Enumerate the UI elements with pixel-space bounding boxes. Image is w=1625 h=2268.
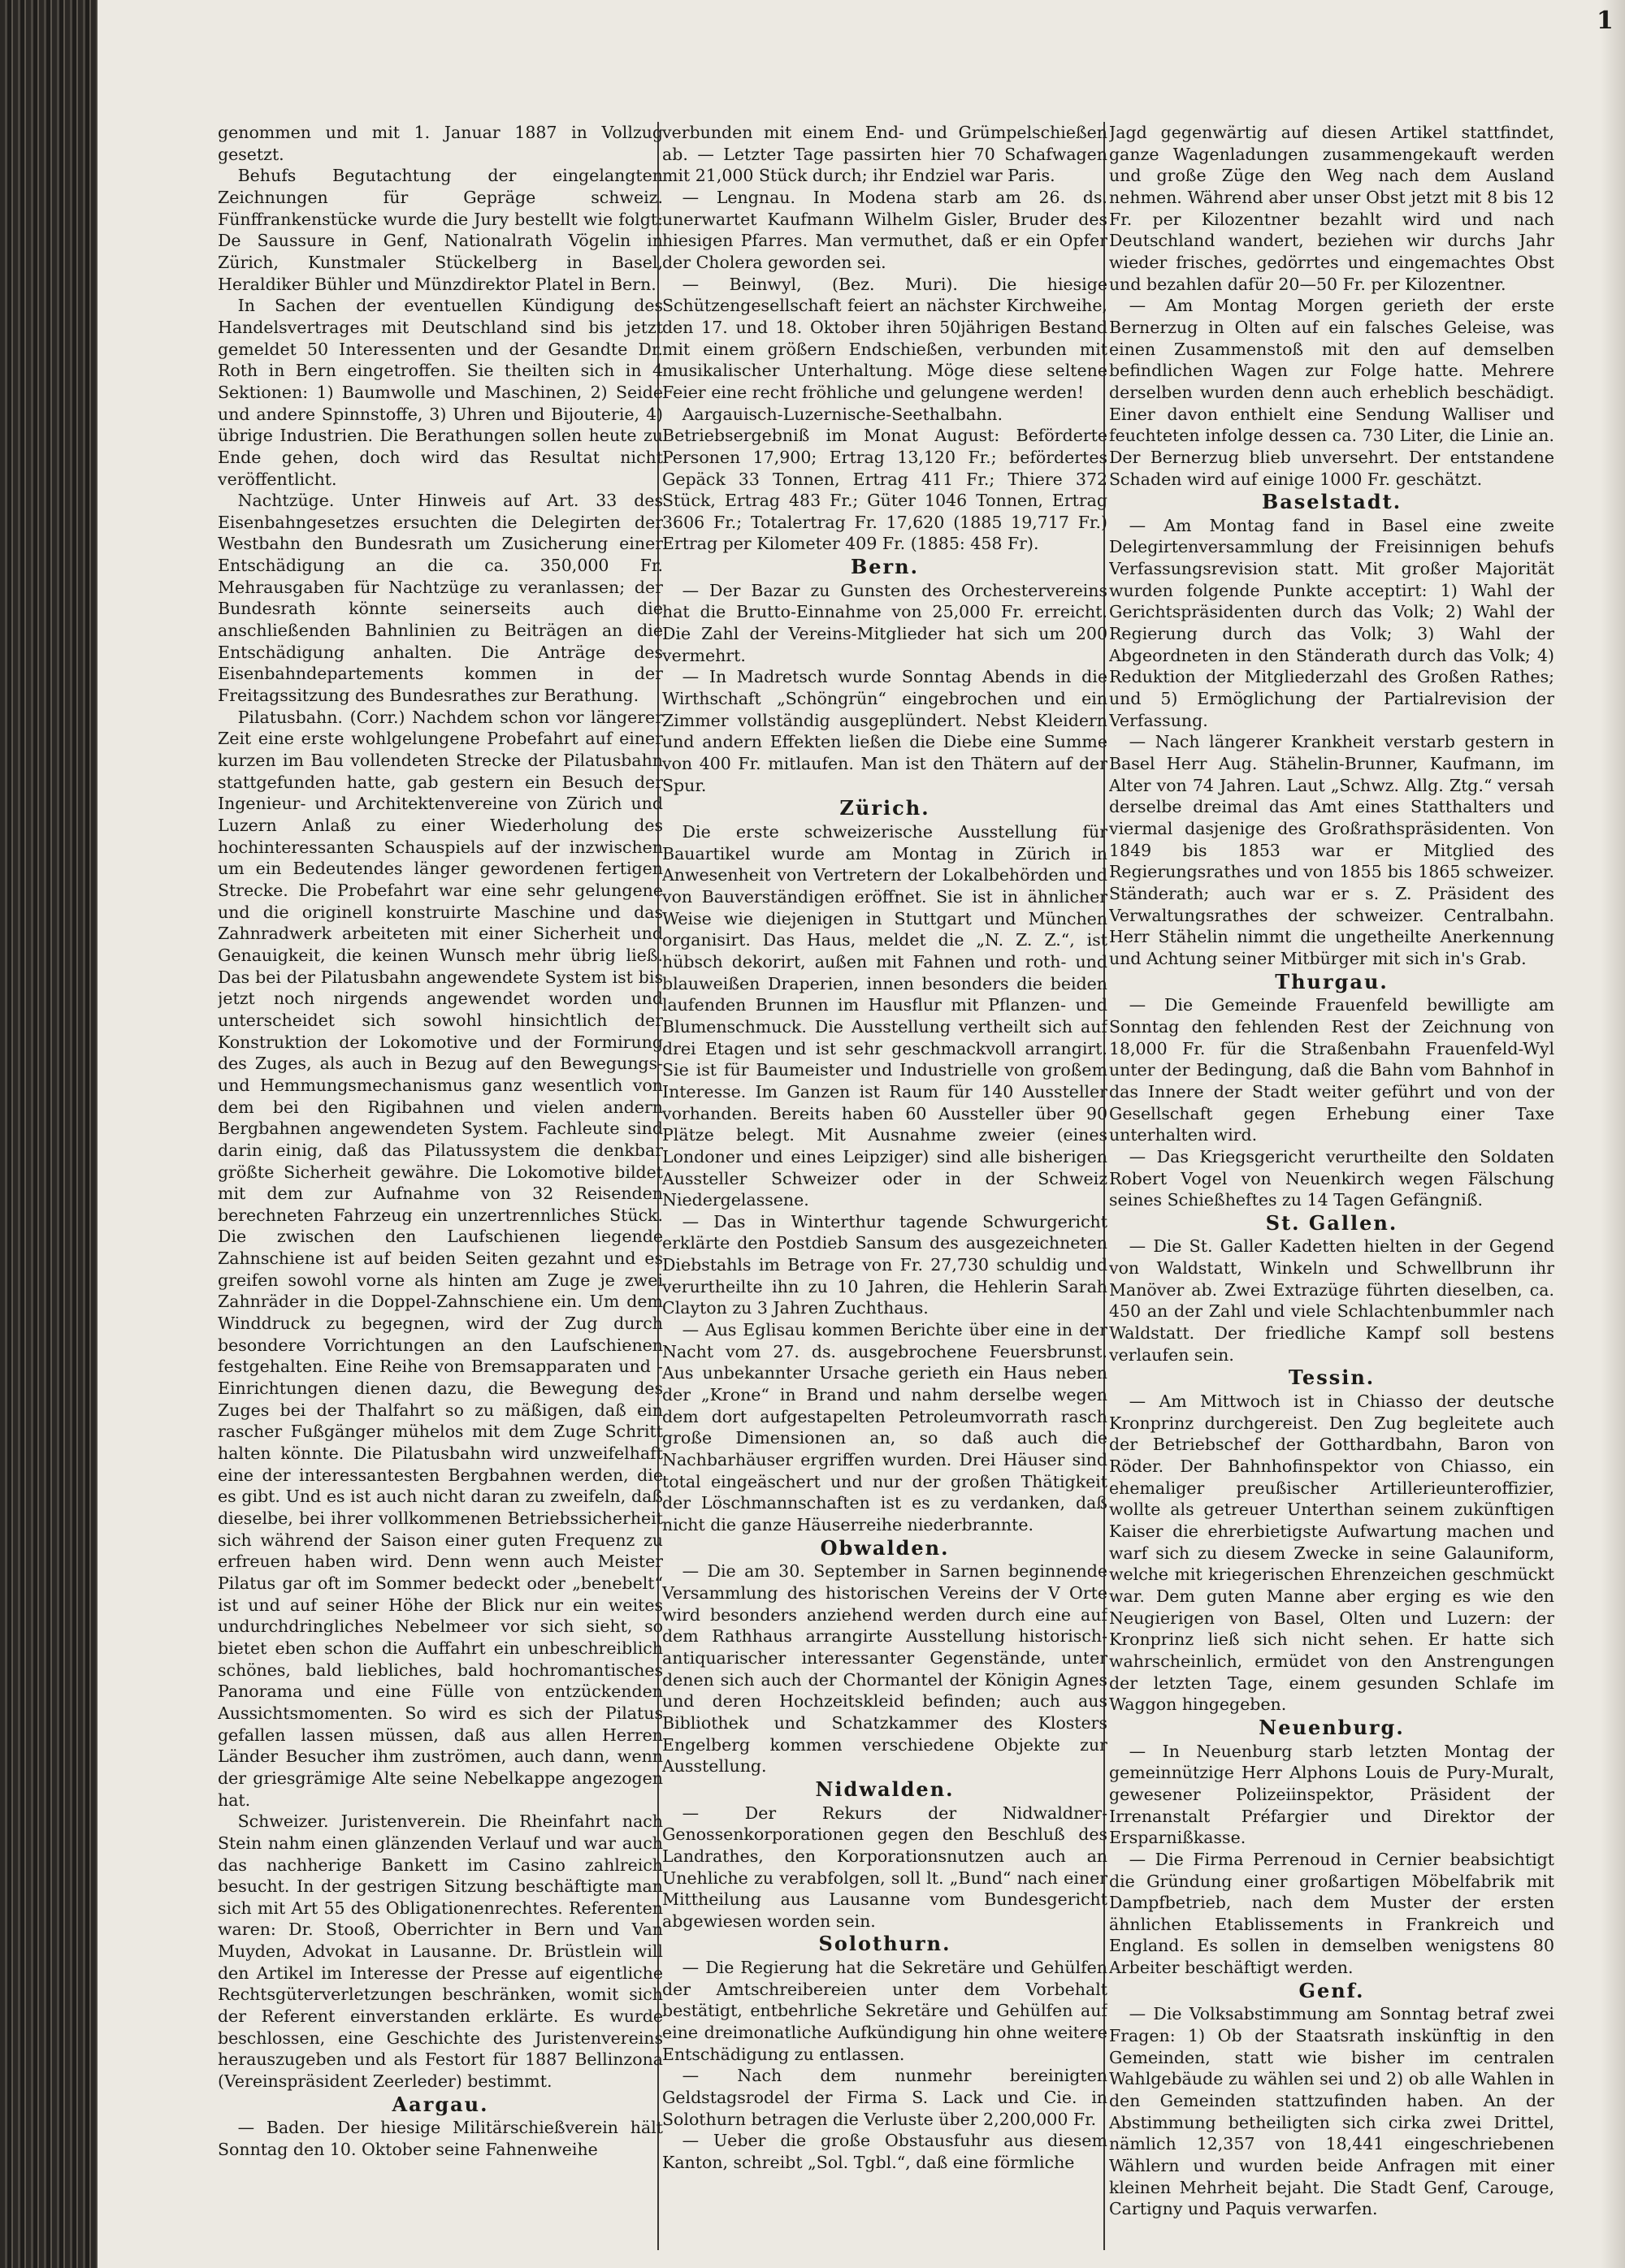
article-paragraph: — Ueber die große Obstausfuhr aus diesem Kanton, schreibt „Sol. Tgbl.“, daß eine förmliche (662, 2131, 1107, 2173)
article-paragraph: — Am Montag Morgen gerieth der erste Bernerzug in Olten auf ein falsches Geleise, was einen Zusammenstoß mit den auf demselben befindlichen Wagen zur Folge hatte. Mehrere derselben wurden denn auch erheblich beschädigt. Einer davon enthielt eine Sendung Walliser und feuchteten infolge dessen ca. 730 Liter, die Linie an. Der Bernerzug blieb unversehrt. Der entstandene Schaden wird auf einige 1000 Fr. geschätzt. (1109, 296, 1554, 489)
section-heading: Solothurn. (818, 1932, 951, 1956)
section-heading: Obwalden. (820, 1535, 950, 1560)
article-paragraph: — Am Mittwoch ist in Chiasso der deutsche Kronprinz durchgereist. Den Zug begleitete auch der Betriebschef der Gotthardbahn, Baron von Röder. Der Bahnhofinspektor von Chiasso, ein ehemaliger preußischer Artillerieunteroffizier, wollte als getreuer Unterthan seinem zukünftigen Kaiser die ehrerbietigste Aufwartung machen und warf sich zu diesem Zwecke in seine Galauniform, welche mit kriegerischen Ehrenzeichen geschmückt war. Dem guten Manne aber erging es wie den Neugierigen von Basel, Olten und Luzern: der Kronprinz ließ sich nicht sehen. Er hatte sich wahrscheinlich, ermüdet von den Anstrengungen der letzten Tage, einem gesunden Schlafe im Waggon hingegeben. (1109, 1392, 1554, 1715)
article-paragraph: — Die St. Galler Kadetten hielten in der Gegend von Waldstatt, Winkeln und Schwellbrunn ihr Manöver ab. Zwei Extrazüge führten dieselben, ca. 450 an der Zahl und viele Schlachtenbummler nach Waldstatt. Der friedliche Kampf soll bestens verlaufen sein. (1109, 1236, 1554, 1365)
article-paragraph: — In Madretsch wurde Sonntag Abends in die Wirthschaft „Schöngrün“ eingebrochen und ein Zimmer vollständig ausgeplündert. Nebst Kleidern und andern Effekten ließen die Diebe eine Summe von 400 Fr. mitlaufen. Man ist den Thätern auf der Spur. (662, 667, 1107, 795)
article-paragraph: Jagd gegenwärtig auf diesen Artikel stattfindet, ganze Wagenladungen zusammengekauft werden und große Züge den Weg nach dem Ausland nehmen. Während aber unser Obst jetzt mit 8 bis 12 Fr. per Kilozentner bezahlt wird und nach Deutschland wandert, beziehen wir durchs Jahr wieder frisches, gedörrtes und eingemachtes Obst und bezahlen dafür 20—50 Fr. per Kilozentner. (1109, 123, 1554, 294)
column-3 (1109, 122, 1554, 2257)
article-paragraph: genommen und mit 1. Januar 1887 in Vollzug gesetzt. (218, 123, 663, 164)
article-paragraph: — Aus Eglisau kommen Berichte über eine in der Nacht vom 27. ds. ausgebrochene Feuersbrunst. Aus unbekannter Ursache gerieth ein Haus neben der „Krone“ in Brand und nahm derselbe wegen dem dort aufgestapelten Petroleumvorrath rasch große Dimensionen an, so daß auch die Nachbarhäuser ergriffen wurden. Drei Häuser sind total eingeäschert und nur der großen Thätigkeit der Löschmannschaften ist es zu verdanken, daß nicht die ganze Häuserreihe niederbrannte. (662, 1320, 1107, 1534)
article-paragraph: verbunden mit einem End- und Grümpelschießen ab. — Letzter Tage passirten hier 70 Schafwagen mit 21,000 Stück durch; ihr Endziel war Paris. (662, 123, 1107, 186)
article-paragraph: In Sachen der eventuellen Kündigung des Handelsvertrages mit Deutschland sind bis jetzt gemeldet 50 Interessenten und der Gesandte Dr. Roth in Bern eingetroffen. Sie theilten sich in 4 Sektionen: 1) Baumwolle und Maschinen, 2) Seide und andere Spinnstoffe, 3) Uhren und Bijouterie, 4) übrige Industrien. Die Berathungen sollen heute zu Ende gehen, doch wird das Resultat nicht veröffentlicht. (218, 296, 663, 489)
article-paragraph: — Die Firma Perrenoud in Cernier beabsichtigt die Gründung einer großartigen Möbelfabrik mit Dampfbetrieb, nach dem Muster der ersten ähnlichen Etablissements in Frankreich und England. Es sollen in demselben wenigstens 80 Arbeiter beschäftigt werden. (1109, 1849, 1554, 1978)
column-2 (662, 122, 1107, 2257)
article-paragraph: — Der Rekurs der Nidwaldner-Genossenkorporationen gegen den Beschluß des Landrathes, den Korporationsnutzen auch an Unehliche zu verabfolgen, soll lt. „Bund“ nach einer Mittheilung aus Lausanne vom Bundesgericht abgewiesen worden sein. (662, 1803, 1107, 1931)
section-heading: Aargau. (392, 2092, 489, 2116)
article-paragraph: — In Neuenburg starb letzten Montag der gemeinnützige Herr Alphons Louis de Pury-Muralt, gewesener Polizeiinspektor, Präsident der Irrenanstalt Préfargier und Direktor der Ersparnißkasse. (1109, 1741, 1554, 1848)
section-heading: Thurgau. (1275, 969, 1389, 993)
article-paragraph: — Die am 30. September in Sarnen beginnende Versammlung des historischen Vereins der V Orte wird besonders anziehend werden durch eine auf dem Rathhaus arrangirte Ausstellung historisch-antiquarischer interessanter Gegenstände, unter denen sich auch der Chormantel der Königin Agnes und deren Hochzeitskleid befinden; auch aus Bibliothek und Schatzkammer des Klosters Engelberg kommen verschiedene Objekte zur Ausstellung. (662, 1561, 1107, 1777)
column-1 (218, 122, 663, 2257)
article-paragraph: Schweizer. Juristenverein. Die Rheinfahrt nach Stein nahm einen glänzenden Verlauf und war auch das nachherige Bankett im Casino zahlreich besucht. In der gestrigen Sitzung beschäftigte man sich mit Art 55 des Obligationenrechtes. Referenten waren: Dr. Stooß, Oberrichter in Bern und Van Muyden, Advokat in Lausanne. Dr. Brüstlein will den Artikel im Interesse der Presse auf eigentliche Rechtsgüterverletzungen beschränken, womit sich der Referent einverstanden erklärte. Es wurde beschlossen, eine Geschichte des Juristenvereins herauszugeben und als Festort für 1887 Bellinzona (Vereinspräsident Zeerleder) bestimmt. (218, 1811, 663, 2092)
article-paragraph: — Das Kriegsgericht verurtheilte den Soldaten Robert Vogel von Neuenkirch wegen Fälschung seines Schießheftes zu 14 Tagen Gefängniß. (1109, 1146, 1554, 1210)
article-paragraph: Pilatusbahn. (Corr.) Nachdem schon vor längerer Zeit eine erste wohlgelungene Probefahrt auf einer kurzen im Bau vollendeten Strecke der Pilatusbahn stattgefunden hatte, gab gestern ein Besuch der Ingenieur- und Architektenvereine von Zürich und Luzern Anlaß zu einer Wiederholung des hochinteressanten Schauspiels auf der inzwischen um ein Bedeutendes länger gewordenen fertigen Strecke. Die Probefahrt war eine sehr gelungene und die originell konstruirte Maschine und das Zahnradwerk arbeiteten mit einer Sicherheit und Genauigkeit, die keinen Wunsch mehr übrig ließ. Das bei der Pilatusbahn angewendete System ist bis jetzt noch nirgends angewendet worden und unterscheidet sich sowohl hinsichtlich der Konstruktion der Lokomotive und der Formirung des Zuges, als auch in Bezug auf den Bewegungs- und Hemmungsmechanismus ganz wesentlich von dem bei den Rigibahnen und vielen andern Bergbahnen angewendeten System. Fachleute sind darin einig, daß das Pilatussystem die denkbar größte Sicherheit gewähre. Die Lokomotive bildet mit dem zur Aufnahme von 32 Reisenden berechneten Fahrzeug ein unzertrennliches Stück. Die zwischen den Laufschienen liegende Zahnschiene ist auf beiden Seiten gezahnt und es greifen sowohl vorne als hinten am Zuge je zwei Zahnräder in die Doppel-Zahnschiene ein. Um dem Winddruck zu begegnen, wird der Zug durch besondere Vorrichtungen an den Laufschienen festgehalten. Eine Reihe von Bremsapparaten und -Einrichtungen dienen dazu, die Bewegung des Zuges bei der Thalfahrt so zu mäßigen, daß ein rascher Fußgänger mühelos mit dem Zuge Schritt halten könnte. Die Pilatusbahn wird unzweifelhaft eine der interessantesten Bergbahnen werden, die es gibt. Und es ist auch nicht daran zu zweifeln, daß dieselbe, bei ihrer vollkommenen Betriebssicherheit sich während der Saison einer guten Frequenz zu erfreuen haben wird. Denn wenn auch Meister Pilatus gar oft im Sommer bedeckt oder „benebelt“ ist und auf seiner Höhe der Blick nur ein weites undurchdringliches Nebelmeer vor sich sieht, so bietet eben schon die Auffahrt ein unbeschreiblich schönes, bald liebliches, bald hochromantisches Panorama und eine Fülle von entzückenden Aussichtsmomenten. So wird es sich der Pilatus gefallen lassen müssen, daß aus allen Herren Länder Besucher ihm zuströmen, auch dann, wenn der griesgrämige Alte seine Nebelkappe angezogen hat. (218, 707, 663, 1810)
article-paragraph: Die erste schweizerische Ausstellung für Bauartikel wurde am Montag in Zürich in Anwesenheit von Vertretern der Lokalbehörden und von Bauverständigen eröffnet. Sie ist in ähnlicher Weise wie diejenigen in Stuttgart und München organisirt. Das Haus, meldet die „N. Z. Z.“, ist hübsch dekorirt, außen mit Fahnen und roth- und blauweißen Draperien, innen besonders die beiden laufenden Brunnen im Hausflur mit Pflanzen- und Blumenschmuck. Die Ausstellung vertheilt sich auf drei Etagen und ist sehr geschmackvoll arrangirt. Sie ist für Baumeister und Industrielle von großem Interesse. Im Ganzen ist Raum für 140 Aussteller vorhanden. Bereits haben 60 Aussteller über 90 Plätze belegt. Mit Ausnahme zweier (eines Londoner und eines Leipziger) sind alle bisherigen Aussteller Schweizer oder in der Schweiz Niedergelassene. (662, 822, 1107, 1210)
section-heading: Zürich. (839, 796, 930, 820)
article-paragraph: — Am Montag fand in Basel eine zweite Delegirtenversammlung der Freisinnigen behufs Verfassungsrevision statt. Mit großer Majorität wurden folgende Punkte acceptirt: 1) Wahl der Gerichtspräsidenten durch das Volk; 2) Wahl der Regierung durch das Volk; 3) Wahl der Abgeordneten in den Ständerath durch das Volk; 4) Reduktion der Mitgliederzahl des Großen Rathes; und 5) Ermöglichung der Partialrevision der Verfassung. (1109, 515, 1554, 730)
section-heading: Baselstadt. (1261, 490, 1402, 514)
article-paragraph: — Die Volksabstimmung am Sonntag betraf zwei Fragen: 1) Ob der Staatsrath inskünftig in den Gemeinden, statt wie bisher im centralen Wahlgebäude zu wählen sei und 2) ob alle Wahlen in den Gemeinden stattzufinden haben. An der Abstimmung betheiligten sich cirka zwei Drittel, nämlich 12,357 von 18,441 eingeschriebenen Wählern und wurden beide Anfragen mit einer kleinen Mehrheit bejaht. Die Stadt Genf, Carouge, Cartigny und Paquis verwarfen. (1109, 2004, 1554, 2219)
article-paragraph: Nachtzüge. Unter Hinweis auf Art. 33 des Eisenbahngesetzes ersuchten die Delegirten der Westbahn den Bundesrath um Zusicherung einer Entschädigung an die ca. 350,000 Fr. Mehrausgaben für Nachtzüge zu veranlassen; der Bundesrath könnte seinerseits auch die anschließenden Bahnlinien zu Beiträgen an die Entschädigung anhalten. Die Anträge des Eisenbahndepartements kommen in der Freitagssitzung des Bundesrathes zur Berathung. (218, 491, 663, 706)
article-paragraph: — Die Gemeinde Frauenfeld bewilligte am Sonntag den fehlenden Rest der Zeichnung von 18,000 Fr. für die Straßenbahn Frauenfeld-Wyl unter der Bedingung, daß die Bahn vom Bahnhof in das Innere der Stadt weiter geführt und von der Gesellschaft gegen Erhebung einer Taxe unterhalten wird. (1109, 995, 1554, 1145)
article-paragraph: — Der Bazar zu Gunsten des Orchestervereins hat die Brutto-Einnahme von 25,000 Fr. erreicht. Die Zahl der Vereins-Mitglieder hat sich um 200 vermehrt. (662, 580, 1107, 665)
article-paragraph: — Nach längerer Krankheit verstarb gestern in Basel Herr Aug. Stähelin-Brunner, Kaufmann, im Alter von 74 Jahren. Laut „Schwz. Allg. Ztg.“ versah derselbe dreimal das Amt eines Statthalters und viermal dasjenige des Großrathspräsidenten. Von 1849 bis 1853 war er Mitglied des Regierungsrathes und von 1855 bis 1865 schweizer. Ständerath; auch war er s. Z. Präsident des Verwaltungsrathes der schweizer. Centralbahn. Herr Stähelin nimmt die ungetheilte Anerkennung und Achtung seiner Mitbürger mit sich in's Grab. (1109, 732, 1554, 968)
article-paragraph: Aargauisch-Luzernische-Seethalbahn. Betriebsergebniß im Monat August: Beförderte Personen 17,900; Ertrag 13,120 Fr.; befördertes Gepäck 33 Tonnen, Ertrag 411 Fr.; Thiere 372 Stück, Ertrag 483 Fr.; Güter 1046 Tonnen, Ertrag 3606 Fr.; Totalertrag Fr. 17,620 (1885 19,717 Fr.) Ertrag per Kilometer 409 Fr. (1885: 458 Fr). (662, 404, 1107, 554)
article-paragraph: Behufs Begutachtung der eingelangten Zeichnungen für Gepräge schweiz. Fünffrankenstücke wurde die Jury bestellt wie folgt: De Saussure in Genf, Nationalrath Vögelin in Zürich, Kunstmaler Stückelberg in Basel, Heraldiker Bühler und Münzdirektor Platel in Bern. (218, 166, 663, 294)
article-paragraph: — Baden. Der hiesige Militärschießverein hält Sonntag den 10. Oktober seine Fahnenweihe (218, 2118, 663, 2160)
section-heading: St. Gallen. (1265, 1210, 1398, 1235)
section-heading: Tessin. (1288, 1366, 1376, 1390)
article-paragraph: — Lengnau. In Modena starb am 26. ds. unerwartet Kaufmann Wilhelm Gisler, Bruder des hiesigen Pfarres. Man vermuthet, daß er ein Opfer der Cholera geworden sei. (662, 187, 1107, 272)
book-binding-edge (0, 0, 98, 2268)
article-paragraph: — Beinwyl, (Bez. Muri). Die hiesige Schützengesellschaft feiert an nächster Kirchweihe, den 17. und 18. Oktober ihren 50jährigen Bestand mit einem größern Endschießen, verbunden mit musikalischer Unterhaltung. Möge diese seltene Feier eine recht fröhliche und gelungene werden! (662, 274, 1107, 402)
article-paragraph: — Nach dem nunmehr bereinigten Geldstagsrodel der Firma S. Lack und Cie. in Solothurn betragen die Verluste über 2,200,000 Fr. (662, 2066, 1107, 2129)
page-number: 1 (1597, 6, 1614, 35)
section-heading: Bern. (850, 555, 919, 579)
article-paragraph: — Die Regierung hat die Sekretäre und Gehülfen der Amtschreibereien unter dem Vorbehalt bestätigt, entbehrliche Sekretäre und Gehülfen auf eine dreimonatliche Aufkündigung hin ohne weitere Entschädigung zu entlassen. (662, 1958, 1107, 2064)
section-heading: Genf. (1298, 1978, 1365, 2002)
section-heading: Nidwalden. (815, 1777, 955, 1801)
article-paragraph: — Das in Winterthur tagende Schwurgericht erklärte den Postdieb Sansum des ausgezeichneten Diebstahls im Betrage von Fr. 27,730 schuldig und verurtheilte ihn zu 10 Jahren, die Hehlerin Sarah Clayton zu 3 Jahren Zuchthaus. (662, 1211, 1107, 1318)
section-heading: Neuenburg. (1259, 1715, 1405, 1739)
page-edge-shadow (1601, 0, 1625, 2268)
